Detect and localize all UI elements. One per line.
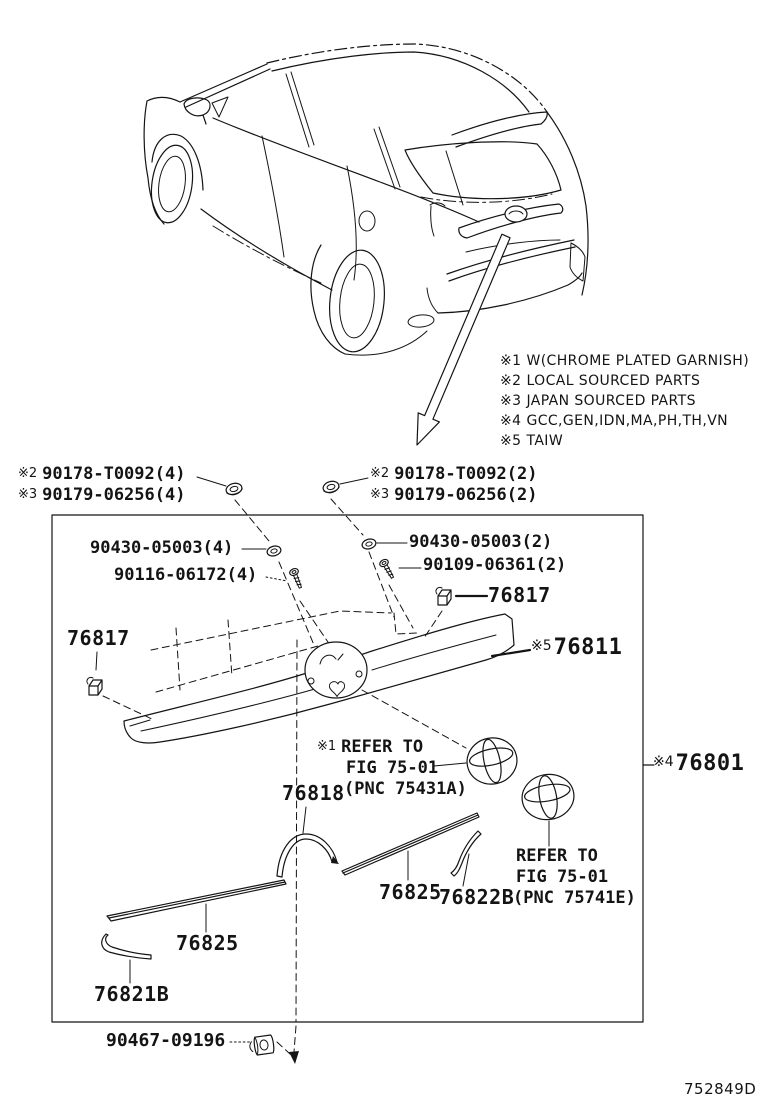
emblem-base-circle [305,642,367,698]
molding-76825-left-drawing [107,880,286,921]
emblem-note-2-line-2: FIG 75-01 [516,867,609,887]
part-label-grommet-left: 90430-05003(4) [90,538,234,558]
emblem-note-2-line-3: (PNC 75741E) [513,888,636,908]
ref-mark: ※4 [653,754,674,770]
part-label-clip-left: 76817 [67,626,130,650]
ref-mark: ※3 [18,487,38,502]
part-number: 76801 [675,751,745,776]
note-text: REFER TO [341,737,424,757]
part-label-retainer-right-b [370,487,537,505]
legend-ref: ※2 [500,373,522,389]
legend-text: LOCAL SOURCED PARTS [526,373,701,389]
part-label-molding-right-76825: 76825 [379,880,442,904]
part-label-clip-right: 76817 [488,583,551,607]
legend-text: W(CHROME PLATED GARNISH) [526,353,750,369]
legend-item-4 [500,414,728,428]
emblem-note-2-line-1: REFER TO [516,846,598,866]
retainer-icon-right [322,480,340,495]
part-label-garnish-76811 [531,636,622,659]
part-label-protector-76818: 76818 [282,781,345,805]
grommet-icon-right [361,538,377,551]
grommet-icon-left [266,545,282,558]
part-label-molding-left-76825: 76825 [176,931,239,955]
emblem-note-1-line-1 [317,739,423,757]
molding-76825-right-drawing [342,813,479,875]
part-number: 90178-T0092(2) [394,464,538,484]
garnish-76811-drawing [124,614,514,743]
pointer-arrow [417,234,510,445]
legend-text: JAPAN SOURCED PARTS [526,393,696,409]
legend-text: GCC,GEN,IDN,MA,PH,TH,VN [526,413,729,429]
protector-76818-drawing [277,834,339,877]
part-label-pad-76822b: 76822B [439,885,515,909]
emblem-note-1-line-2: FIG 75-01 [346,758,439,778]
emblem-note-1-line-3: (PNC 75431A) [344,779,467,799]
legend-item-3 [500,394,696,408]
part-label-pad-76821b: 76821B [94,982,170,1006]
toyota-emblem-icon-1 [463,733,521,788]
part-label-clip-bottom-90467: 90467-09196 [106,1030,226,1051]
legend-ref: ※4 [500,413,522,429]
pad-76821b-drawing [102,934,151,959]
car-emblem-oval [505,206,527,222]
car-illustration [144,44,588,355]
figure-code: 752849D [684,1080,757,1098]
ref-mark: ※2 [18,466,38,481]
part-label-retainer-right-a [370,466,537,484]
ref-mark: ※2 [370,466,390,481]
part-label-screw-right: 90109-06361(2) [423,555,567,575]
part-label-screw-left: 90116-06172(4) [114,565,258,585]
ref-mark: ※5 [531,638,552,654]
legend-item-1 [500,354,749,368]
part-label-assy-76801 [653,752,744,775]
ref-mark: ※1 [317,739,337,754]
hidden-edge-dashed-lines [103,499,442,719]
part-number: 90178-T0092(4) [42,464,186,484]
clip-icon-right [436,587,451,605]
legend-text: TAIW [526,433,564,449]
legend-ref: ※3 [500,393,522,409]
legend-item-2 [500,374,700,388]
legend-ref: ※1 [500,353,522,369]
ref-mark: ※3 [370,487,390,502]
part-number: 90179-06256(2) [394,485,538,505]
screw-icon-right [379,558,397,580]
part-label-grommet-right: 90430-05003(2) [409,532,553,552]
screw-icon-left [289,567,305,589]
clip-icon-left [87,677,102,695]
part-label-retainer-left-b [18,487,185,505]
part-number: 76811 [553,635,623,660]
part-label-retainer-left-a [18,466,185,484]
retainer-icon-left [225,482,243,497]
legend-ref: ※5 [500,433,522,449]
clip-icon-bottom [249,1035,275,1056]
toyota-emblem-icon-2 [518,770,577,823]
legend-item-5 [500,434,563,448]
part-number: 90179-06256(4) [42,485,186,505]
